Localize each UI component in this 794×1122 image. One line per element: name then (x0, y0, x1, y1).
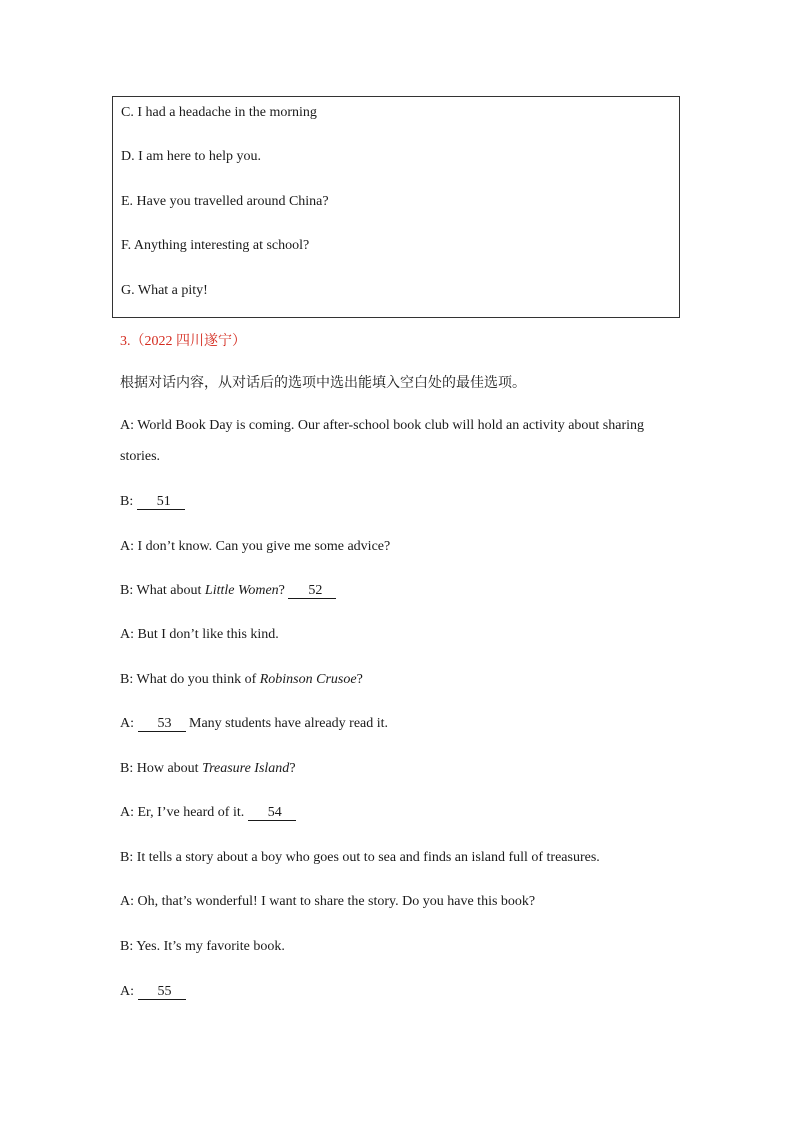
dialogue-line-13 (120, 984, 186, 1000)
option-g: G. What a pity! (121, 283, 208, 298)
blank-53: 53 (138, 717, 186, 732)
dialogue-line-1b: stories. (120, 449, 161, 464)
blank-54: 54 (248, 806, 296, 821)
line-text: ? (356, 672, 363, 687)
book-title-robinson-crusoe: Robinson Crusoe (259, 672, 357, 687)
line-text: ? (289, 761, 296, 776)
book-title-little-women: Little Women (204, 583, 279, 598)
options-box (112, 96, 680, 318)
dialogue-line-8 (120, 761, 296, 777)
dialogue-line-10: B: It tells a story about a boy who goes out to sea and finds an island full of treasures. (120, 850, 600, 865)
option-f: F. Anything interesting at school? (121, 238, 310, 253)
dialogue-line-9 (120, 805, 296, 821)
line-text: B: What about (120, 583, 205, 598)
option-e: E. Have you travelled around China? (121, 194, 329, 209)
speaker-label: B: (120, 494, 137, 509)
line-text: B: What do you think of (120, 672, 260, 687)
option-c: C. I had a headache in the morning (121, 105, 317, 120)
speaker-label: A: (120, 716, 138, 731)
dialogue-line-2 (120, 494, 185, 510)
book-title-treasure-island: Treasure Island (202, 761, 290, 776)
line-text: Many students have already read it. (185, 716, 389, 731)
speaker-label: A: (120, 984, 138, 999)
line-text: B: How about (120, 761, 203, 776)
dialogue-line-4 (120, 583, 336, 599)
line-text: A: Er, I’ve heard of it. (120, 805, 248, 820)
line-text: ? (278, 583, 289, 598)
dialogue-line-6 (120, 672, 363, 688)
dialogue-line-5: A: But I don’t like this kind. (120, 627, 279, 642)
dialogue-line-7 (120, 716, 388, 732)
dialogue-line-1a: A: World Book Day is coming. Our after-school book club will hold an activity about sharing (120, 418, 645, 433)
option-d: D. I am here to help you. (121, 149, 261, 164)
instruction: 根据对话内容，从对话后的选项中选出能填入空白处的最佳选项。 (120, 376, 526, 391)
dialogue-line-11: A: Oh, that’s wonderful! I want to share the story. Do you have this book? (120, 894, 536, 909)
blank-52: 52 (288, 584, 336, 599)
blank-55: 55 (138, 985, 186, 1000)
blank-51: 51 (137, 495, 185, 510)
dialogue-line-3: A: I don’t know. Can you give me some advice? (120, 539, 391, 554)
question-heading: 3.（2022 四川遂宁） (120, 334, 246, 349)
dialogue-line-12: B: Yes. It’s my favorite book. (120, 939, 285, 954)
